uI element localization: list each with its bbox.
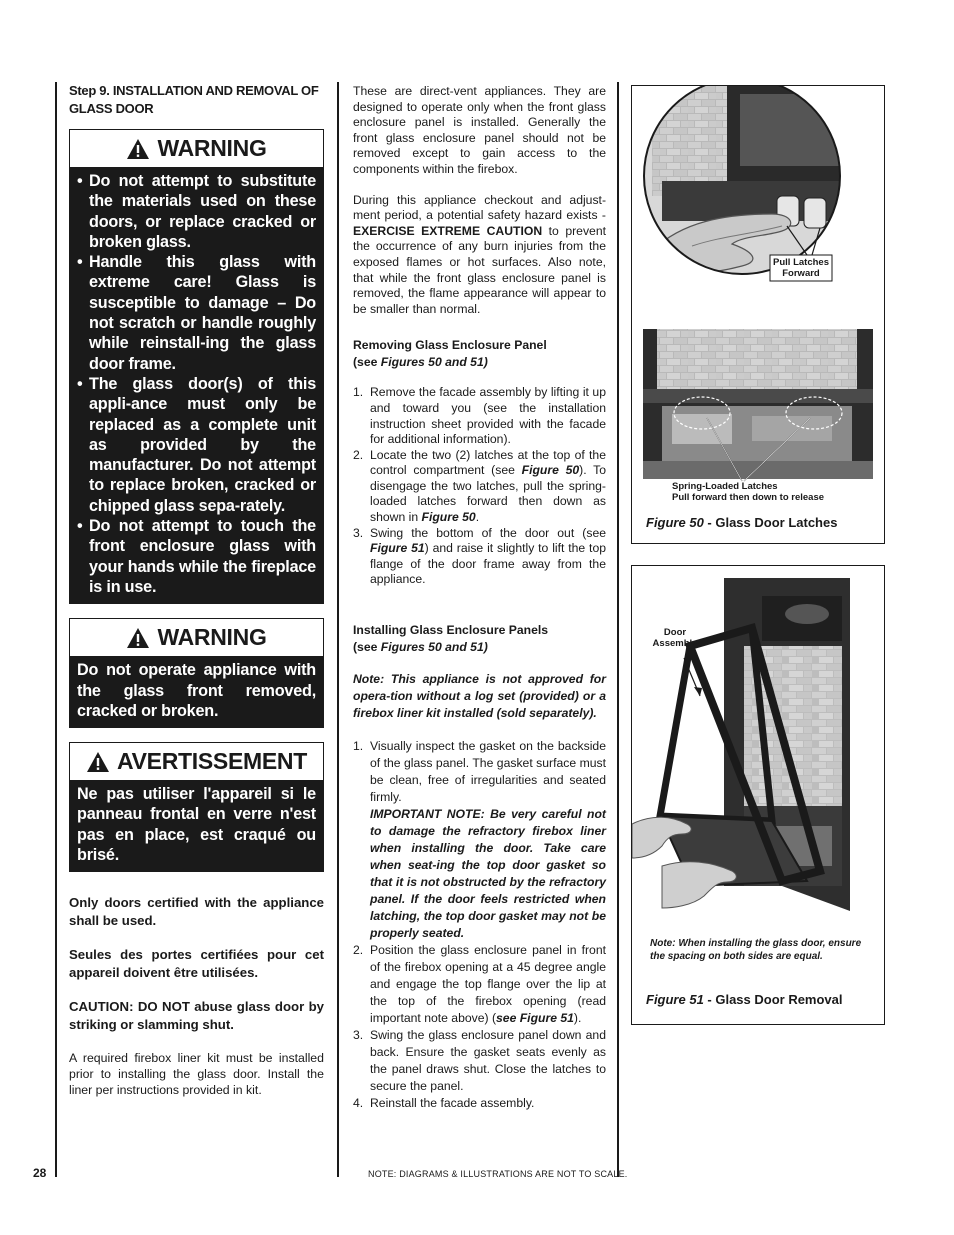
installing-note: Note: This appliance is not approved for opera-tion without a log set (provided) or a firebox liner kit installed (sold separately). xyxy=(353,672,606,721)
column-rule-2 xyxy=(617,82,619,1177)
removing-see: (see Figures 50 and 51) xyxy=(353,355,488,370)
warning-heading: WARNING xyxy=(70,130,323,167)
footer-note: NOTE: DIAGRAMS & ILLUSTRATIONS ARE NOT TO SCALE. xyxy=(368,1169,628,1179)
column-rule-1 xyxy=(337,82,339,1177)
avertissement-box xyxy=(69,742,324,872)
certified-note: Only doors certified with the appliance shall be used. xyxy=(69,895,324,929)
middle-column xyxy=(353,84,606,1112)
left-column xyxy=(69,82,324,1098)
door-assembly-label: Door Assembly xyxy=(652,627,698,649)
figure-51-caption: Figure 51 - Glass Door Removal xyxy=(646,992,843,1007)
figure-50-illustration xyxy=(632,86,884,543)
removing-title: Removing Glass Enclosure Panel xyxy=(353,338,547,353)
step-title: Step 9. INSTALLATION AND REMOVAL OF GLASS DOOR xyxy=(69,83,319,116)
warning-bullet: • The glass door(s) of this appli-ance must only be replaced as a complete unit as provided by the manufacturer. Do not attempt to replace broken, cracked or chipped glass sepa-rately. xyxy=(77,374,316,515)
checkout-paragraph: During this appliance checkout and adjust-ment period, a potential safety hazard exists - EXERCISE EXTREME CAUTION to prevent the occurrence of any burn injuries from the exposed flames or hot surfaces. Also note, that while the front glass enclosure panel is removed, the flame appearance will appear to be smaller than normal. xyxy=(353,192,606,316)
list-item: 3. Swing the glass enclosure panel down and back. Ensure the gasket seats evenly as the panel draws shut. Close the latches to secure the panel. xyxy=(353,1028,606,1094)
caution-note: CAUTION: DO NOT abuse glass door by striking or slamming shut. xyxy=(69,999,324,1033)
warning-body: Do not operate appliance with the glass front removed, cracked or broken. xyxy=(70,656,323,727)
list-item: 1. Remove the facade assembly by lifting it up and toward you (see the installation instruction sheet provided with the facade for additional information). xyxy=(353,385,606,447)
figure-51-note: Note: When installing the glass door, ensure the spacing on both sides are equal. xyxy=(650,938,862,962)
installing-steps xyxy=(353,738,606,1112)
liner-note: A required firebox liner kit must be installed prior to installing the glass door. Install the liner per instructions provided in kit. xyxy=(69,1051,324,1098)
warning-bullet: • Handle this glass with extreme care! Glass is susceptible to damage – Do not scratch or handle roughly while reinstall-ing the glass door frame. xyxy=(77,253,316,373)
list-item: 2. Locate the two (2) latches at the top of the control compartment (see Figure 50). To disengage the two latches, pull the spring-loaded latches forward then down as shown in Figure 50. xyxy=(353,447,607,525)
certified-note-fr: Seules des portes certifiées pour cet appareil doivent être utilisées. xyxy=(69,947,324,981)
warning-box-1 xyxy=(69,129,324,604)
figure-50-caption: Figure 50 - Glass Door Latches xyxy=(646,515,838,530)
warning-box-2 xyxy=(69,618,324,728)
warning-triangle-icon xyxy=(126,627,150,649)
intro-paragraph: These are direct-vent appliances. They are designed to operate only when the front glass enclosure panel is installed. Generally the front glass enclosure panel should not be removed except to gain access to the components within the firebox. xyxy=(353,84,606,176)
list-item: 4. Reinstall the facade assembly. xyxy=(353,1096,535,1111)
list-item: 2. Position the glass enclosure panel in front of the firebox opening at a 45 degree angle and engage the top flange over the lip at the top of the firebox opening (read important note above) (see Figure 51). xyxy=(353,943,606,1026)
installing-title: Installing Glass Enclosure Panels xyxy=(353,623,549,638)
warning-triangle-icon xyxy=(86,751,110,773)
avertissement-heading: AVERTISSEMENT xyxy=(70,743,323,780)
pull-latches-label: Pull Latches Forward xyxy=(773,257,829,279)
removing-steps xyxy=(353,385,606,588)
list-item: 1. Visually inspect the gasket on the backside of the glass panel. The gasket surface must be clean, free of irregularities and seated firmly. IMPORTANT NOTE: Be very careful not to damage the refractory firebox liner when installing the door. Take care when seat-ing the top door gasket so that it is not obstructed by the refractory panel. If the door feels restricted when latching, the top door gasket may not be properly seated. xyxy=(353,739,606,941)
warning-body xyxy=(70,167,323,603)
list-item: 3. Swing the bottom of the door out (see Figure 51) and raise it slightly to lift the top flange of the door frame away from the appliance. xyxy=(353,525,606,587)
warning-heading: WARNING xyxy=(70,619,323,656)
spring-latches-label-1: Spring-Loaded Latches xyxy=(672,481,778,492)
spring-latches-label-2: Pull forward then down to release xyxy=(672,492,825,503)
avertissement-body: Ne pas utiliser l'appareil si le panneau frontal en verre n'est pas en place, est craqué ou brisé. xyxy=(70,780,323,871)
warning-bullet: • Do not attempt to touch the front enclosure glass with your hands while the fireplace is in use. xyxy=(77,517,316,596)
warning-bullet: • Do not attempt to substitute the materials used on these doors, or replace cracked or broken glass. xyxy=(77,172,316,251)
figure-51 xyxy=(631,565,885,1025)
warning-triangle-icon xyxy=(126,138,150,160)
page-number: 28 xyxy=(33,1166,47,1180)
figure-50 xyxy=(631,85,885,544)
installing-see: (see Figures 50 and 51) xyxy=(353,640,488,655)
left-margin-rule xyxy=(55,82,57,1177)
